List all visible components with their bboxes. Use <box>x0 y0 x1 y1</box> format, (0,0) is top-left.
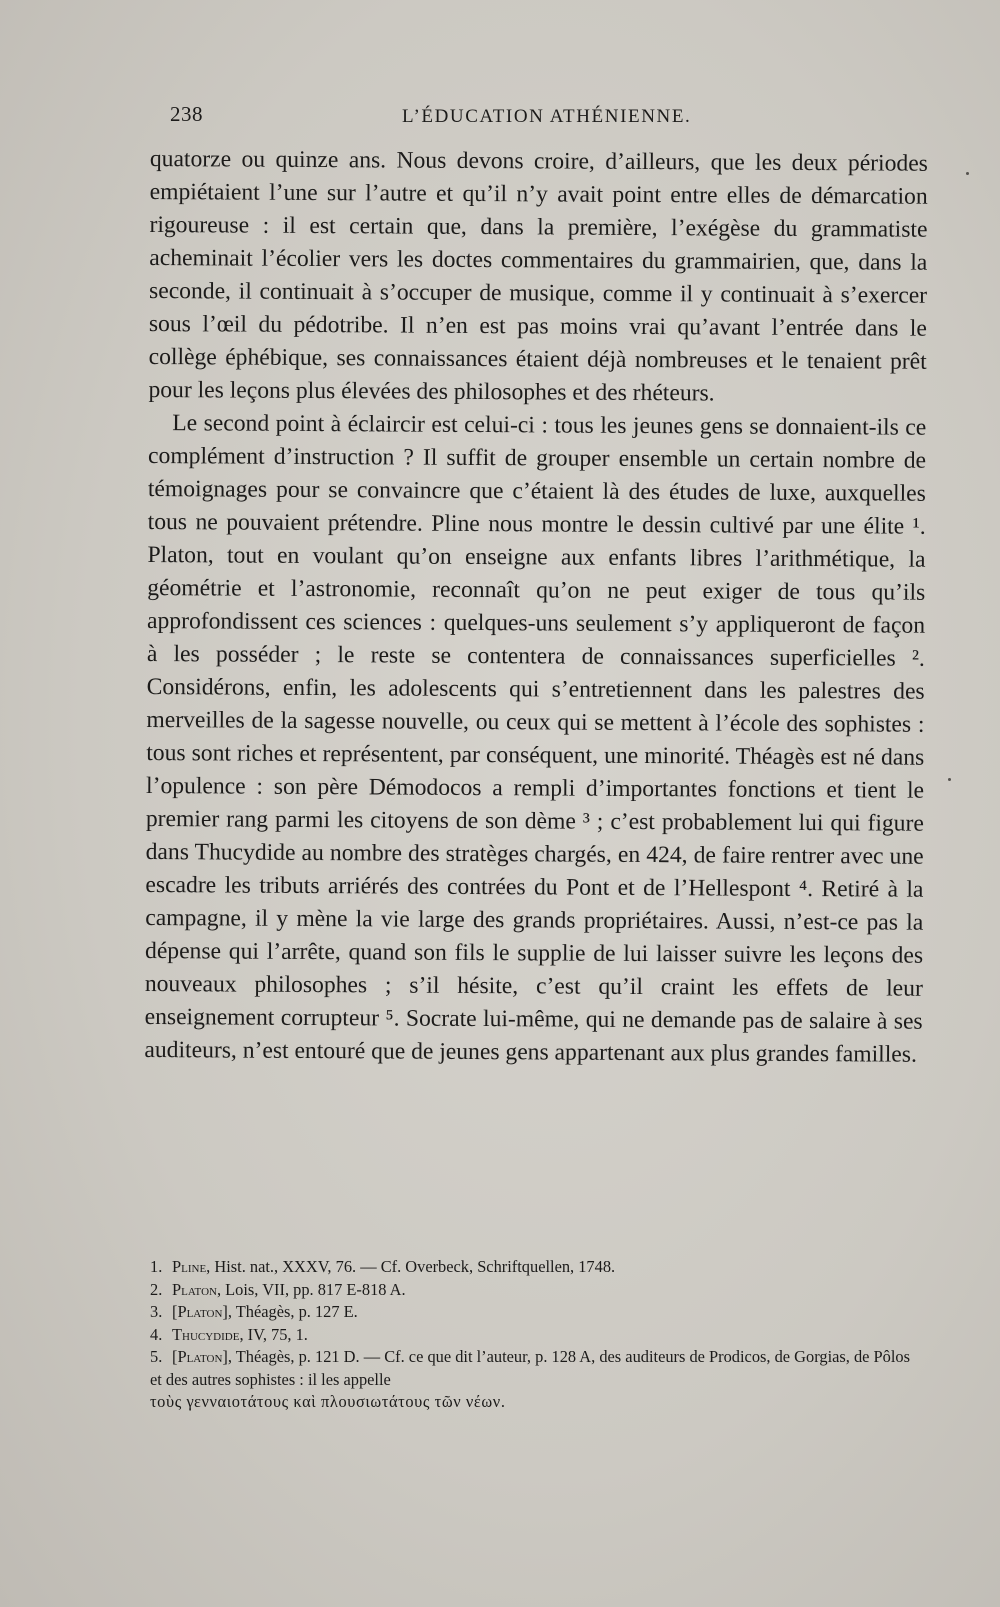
footnote-number: 4. <box>150 1324 163 1344</box>
footnote-author: Platon <box>172 1279 217 1299</box>
footnote <box>150 1301 910 1324</box>
footnote-number: 5. <box>150 1347 163 1366</box>
footnote <box>150 1324 910 1347</box>
footnote-text: , IV, 75, 1. <box>239 1324 308 1344</box>
footnotes <box>150 1256 910 1414</box>
footnote <box>150 1346 910 1391</box>
footnote <box>150 1256 910 1279</box>
footnote-text: , Théagès, p. 121 D. — Cf. ce que dit l’auteur, p. 128 A, des auditeurs de Prodicos, de Gorgias, de Pôlos et des autres sophistes : il les appelle <box>150 1347 910 1389</box>
footnote <box>150 1279 910 1302</box>
footnote-author: Thucydide <box>172 1324 240 1344</box>
footnote-greek-quote: τοὺς γενναιοτάτους καὶ πλουσιωτάτους τῶν νέων. <box>150 1392 506 1411</box>
page-number: 238 <box>170 102 203 126</box>
running-title: L’ÉDUCATION ATHÉNIENNE. <box>402 106 692 127</box>
paragraph: Le second point à éclaircir est celui-ci : tous les jeunes gens se donnaient-ils ce complément d’instruction ? Il suffit de grouper ensemble un certain nombre de témoignages pour se convaincre que c’étaient là des études de luxe, auxquelles tous ne pouvaient prétendre. Pline nous montre le dessin cultivé par une élite ¹. Platon, tout en voulant qu’on enseigne aux enfants libres l’arithmétique, la géométrie et l’astronomie, reconnaît qu’on ne peut exiger de tous qu’ils approfondissent ces sciences : quelques-uns seulement s’y appliqueront de façon à les posséder ; le reste se contentera de connaissances superficielles ². Considérons, enfin, les adolescents qui s’entretiennent dans les palestres des merveilles de la sagesse nouvelle, ou ceux qui se mettent à l’école des sophistes : tous sont riches et représentent, par conséquent, une minorité. Théagès est né dans l’opulence : son père Démodocos a rempli d’importantes fonctions et tient le premier rang parmi les citoyens de son dème ³ ; c’est probablement lui qui figure dans Thucydide au nombre des stratèges chargés, en 424, de faire rentrer avec une escadre les tributs arriérés des contrées du Pont et de l’Hellespont ⁴. Retiré à la campagne, il y mène la vie large des grands propriétaires. Aussi, n’est-ce pas la dépense qui l’arrête, quand son fils le supplie de lui laisser suivre les leçons des nouveaux philosophes ; s’il hésite, c’est qu’il craint les effets de leur enseignement corrupteur ⁵. Socrate lui-même, qui ne demande pas de salaire à ses auditeurs, n’est entouré que de jeunes gens appartenant aux plus grandes familles. <box>144 410 927 1068</box>
scan-speck <box>948 778 951 781</box>
footnote-author: Pline <box>172 1257 207 1276</box>
footnote-number: 3. <box>150 1302 163 1321</box>
footnote-author: [Platon] <box>172 1347 228 1366</box>
scan-speck <box>966 172 969 175</box>
paragraph: quatorze ou quinze ans. Nous devons croire, d’ailleurs, que les deux périodes empiétaient l’une sur l’autre et qu’il n’y avait point entre elles de démarcation rigoureuse : il est certain que, dans la première, l’exégèse du grammatiste acheminait l’écolier vers les doctes commentaires du grammairien, que, dans la seconde, il continuait à s’occuper de musique, comme il y continuait à s’exercer sous l’œil du pédotribe. Il n’en est pas moins vrai qu’avant l’entrée dans le collège éphébique, ses connaissances étaient déjà nombreuses et le tenaient prêt pour les leçons plus élevées des philosophes et des rhéteurs. <box>148 145 928 407</box>
footnote-text: , Théagès, p. 127 E. <box>227 1302 358 1321</box>
body-text <box>144 143 928 1072</box>
footnote-number: 1. <box>150 1257 163 1276</box>
footnote-text: , Hist. nat., XXXV, 76. — Cf. Overbeck, Schriftquellen, 1748. <box>206 1257 616 1276</box>
footnote-number: 2. <box>150 1279 163 1299</box>
footnote-text: , Lois, VII, pp. 817 E-818 A. <box>216 1279 406 1299</box>
running-head <box>170 102 710 132</box>
footnote-author: [Platon] <box>172 1302 228 1321</box>
